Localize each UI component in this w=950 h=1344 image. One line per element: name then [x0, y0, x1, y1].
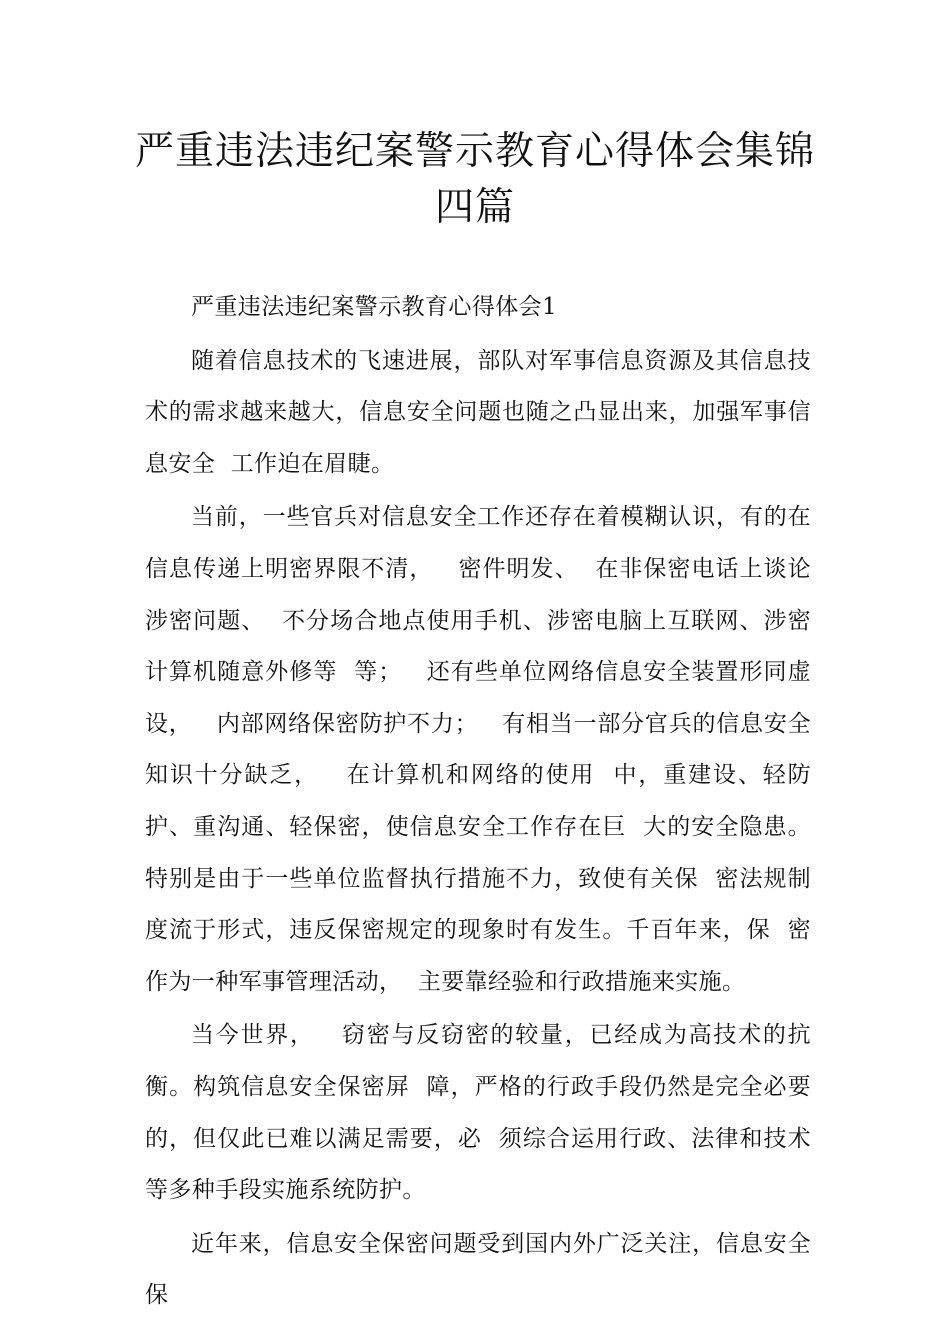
title-line-1: 严重违法违纪案警示教育心得体会集锦 — [134, 129, 815, 174]
document-title — [120, 124, 830, 236]
body-paragraph: 随着信息技术的飞速进展，部队对军事信息资源及其信息技术的需求越来越大，信息安全问题也随之凸显出来，加强军事信息安全 工作迫在眉睫。 — [145, 347, 811, 477]
title-line-2: 四篇 — [434, 185, 515, 230]
body-paragraph: 当今世界， 窃密与反窃密的较量，已经成为高技术的抗衡。构筑信息安全保密屏 障，严格的行政手段仍然是完全必要的，但仅此已难以满足需要，必 须综合运用行政、法律和技术等多种手段实施系统防护。 — [145, 1022, 811, 1204]
section-heading: 严重违法违纪案警示教育心得体会1 — [191, 294, 558, 320]
body-paragraph: 近年来，信息安全保密问题受到国内外广泛关注，信息安全保 — [145, 1230, 811, 1309]
body-paragraph: 当前，一些官兵对信息安全工作还存在着模糊认识，有的在 信息传递上明密界限不清， 密件明发、 在非保密电话上谈论涉密问题、 不分场合地点使用手机、涉密电脑上互联网、涉密计算机随意外修等 等； 还有些单位网络信息安全装置形同虚设， 内部网络保密防护不力； 有相当一部分官兵的信息安全知识十分缺乏， 在计算机和网络的使用 中，重建设、轻防护、重沟通、轻保密，使信息安全工作存在巨 大的安全隐患。特别是由于一些单位监督执行措施不力，致使有关保 密法规制度流于形式，违反保密规定的现象时有发生。千百年来，保 密作为一种军事管理活动， 主要靠经验和行政措施来实施。 — [145, 504, 827, 995]
document-body — [145, 282, 827, 1324]
